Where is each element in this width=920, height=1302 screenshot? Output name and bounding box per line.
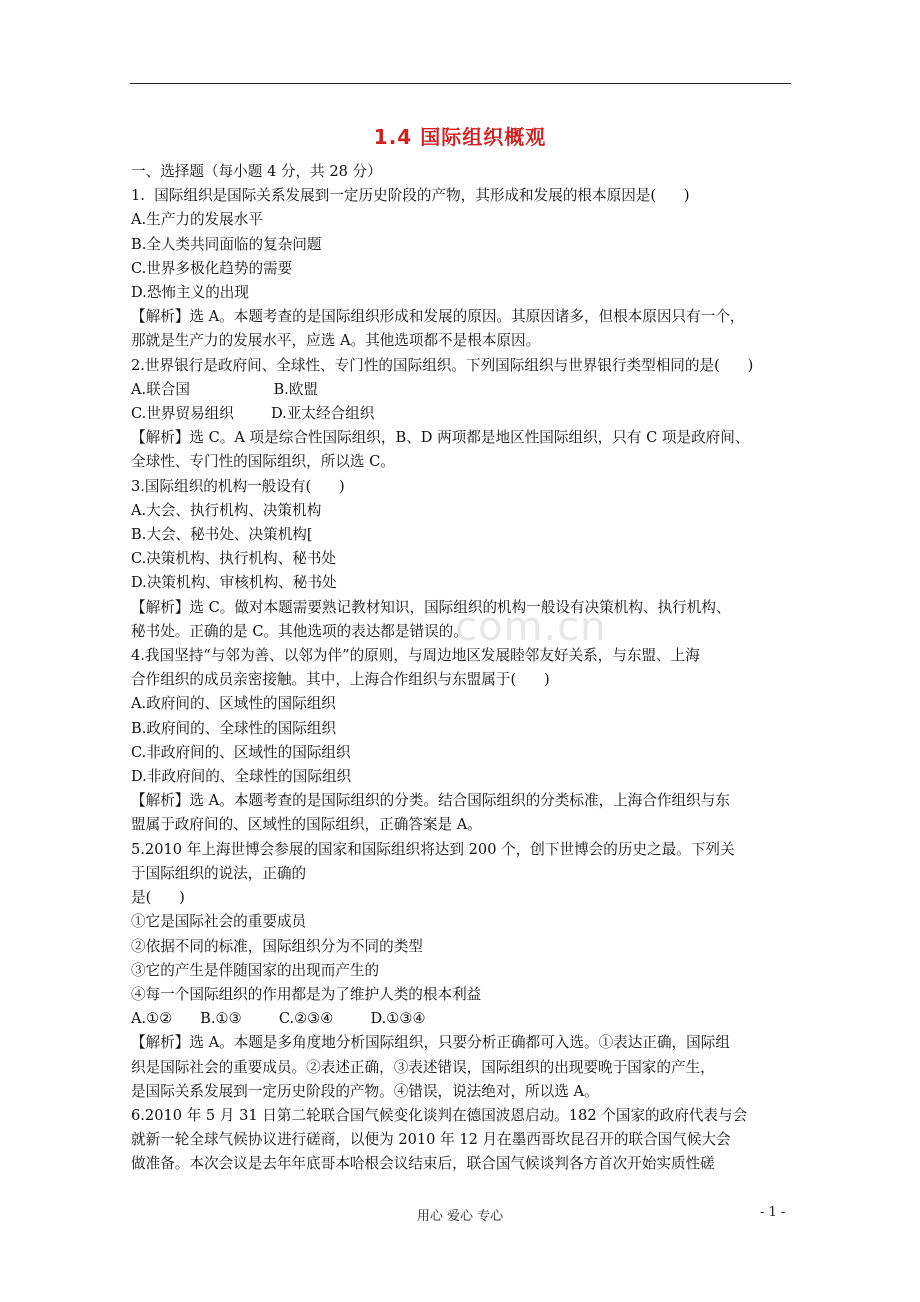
text-line: 【解析】选 C。A 项是综合性国际组织，B、D 两项都是地区性国际组织，只有 C 项是政府间、	[131, 429, 750, 447]
text-line: 于国际组织的说法，正确的	[131, 864, 307, 882]
text-line: D.恐怖主义的出现	[131, 284, 249, 302]
text-line: B.大会、秘书处、决策机构[	[131, 526, 313, 544]
text-line: B.全人类共同面临的复杂问题	[131, 235, 322, 253]
text-line: ②依据不同的标准，国际组织分为不同的类型	[131, 937, 423, 955]
text-line: 织是国际社会的重要成员。②表述正确，③表述错误，国际组织的出现要晚于国家的产生，	[131, 1058, 715, 1076]
text-line: 做准备。本次会议是去年年底哥本哈根会议结束后，联合国气候谈判各方首次开始实质性磋	[131, 1155, 715, 1173]
text-line: ①它是国际社会的重要成员	[131, 913, 307, 931]
text-line: 3.国际组织的机构一般设有( )	[131, 477, 345, 495]
footer-motto: 用心 爱心 专心	[416, 1209, 504, 1224]
text-line: 就新一轮全球气候协议进行磋商，以便为 2010 年 12 月在墨西哥坎昆召开的联合国气候大会	[131, 1131, 731, 1149]
text-line: 1. 国际组织是国际关系发展到一定历史阶段的产物，其形成和发展的根本原因是( )	[131, 187, 690, 205]
text-line: 【解析】选 A。本题考查的是国际组织的分类。结合国际组织的分类标准，上海合作组织与东	[131, 792, 730, 810]
text-line: ③它的产生是伴随国家的出现而产生的	[131, 961, 380, 979]
text-line: A.大会、执行机构、决策机构	[131, 501, 322, 519]
text-line: 4.我国坚持“与邻为善、以邻为伴”的原则，与周边地区发展睦邻友好关系，与东盟、上海	[131, 647, 700, 665]
text-line: A.生产力的发展水平	[131, 211, 263, 229]
text-line: 是( )	[131, 889, 185, 907]
text-line: C.世界多极化趋势的需要	[131, 259, 293, 277]
text-line: 秘书处。正确的是 C。其他选项的表达都是错误的。	[131, 622, 468, 640]
text-line: 合作组织的成员亲密接触。其中，上海合作组织与东盟属于( )	[131, 671, 550, 689]
text-line: A.政府间的、区域性的国际组织	[131, 695, 336, 713]
text-line: 【解析】选 C。做对本题需要熟记教材知识，国际组织的机构一般设有决策机构、执行机构、	[131, 598, 731, 616]
text-line: D.决策机构、审核机构、秘书处	[131, 574, 337, 592]
text-line: 那就是生产力的发展水平，应选 A。其他选项都不是根本原因。	[131, 332, 541, 350]
text-line: 盟属于政府间的、区域性的国际组织，正确答案是 A。	[131, 816, 482, 834]
text-line: C.决策机构、执行机构、秘书处	[131, 550, 337, 568]
text-line: 6.2010 年 5 月 31 日第二轮联合国气候变化谈判在德国波恩启动。182 个国家的政府代表与会	[131, 1106, 748, 1124]
text-line: 5.2010 年上海世博会参展的国家和国际组织将达到 200 个，创下世博会的历史之最。下列关	[131, 840, 735, 858]
text-line: ④每一个国际组织的作用都是为了维护人类的根本利益	[131, 985, 482, 1003]
text-line: C.非政府间的、区域性的国际组织	[131, 743, 351, 761]
text-line: 2.世界银行是政府间、全球性、专门性的国际组织。下列国际组织与世界银行类型相同的是( )	[131, 356, 754, 374]
text-line: A.①② B.①③ C.②③④ D.①③④	[131, 1010, 426, 1028]
text-line: A.联合国 B.欧盟	[131, 380, 319, 398]
watermark: com.cn	[455, 604, 607, 650]
document-title: 1.4 国际组织概观	[373, 125, 547, 149]
text-line: D.非政府间的、全球性的国际组织	[131, 768, 352, 786]
text-line: C.世界贸易组织 D.亚太经合组织	[131, 405, 375, 423]
header-rule	[130, 83, 791, 84]
text-line: 【解析】选 A。本题是多角度地分析国际组织，只要分析正确都可入选。①表达正确，国际组	[131, 1034, 730, 1052]
text-line: 是国际关系发展到一定历史阶段的产物。④错误，说法绝对，所以选 A。	[131, 1082, 599, 1100]
text-line: 全球性、专门性的国际组织，所以选 C。	[131, 453, 395, 471]
text-line: B.政府间的、全球性的国际组织	[131, 719, 337, 737]
page-number: - 1 -	[760, 1205, 786, 1220]
document-body	[131, 160, 793, 1177]
text-line: 【解析】选 A。本题考查的是国际组织形成和发展的原因。其原因诸多，但根本原因只有一个，	[131, 308, 745, 326]
text-line: 一、选择题（每小题 4 分，共 28 分）	[131, 163, 382, 180]
